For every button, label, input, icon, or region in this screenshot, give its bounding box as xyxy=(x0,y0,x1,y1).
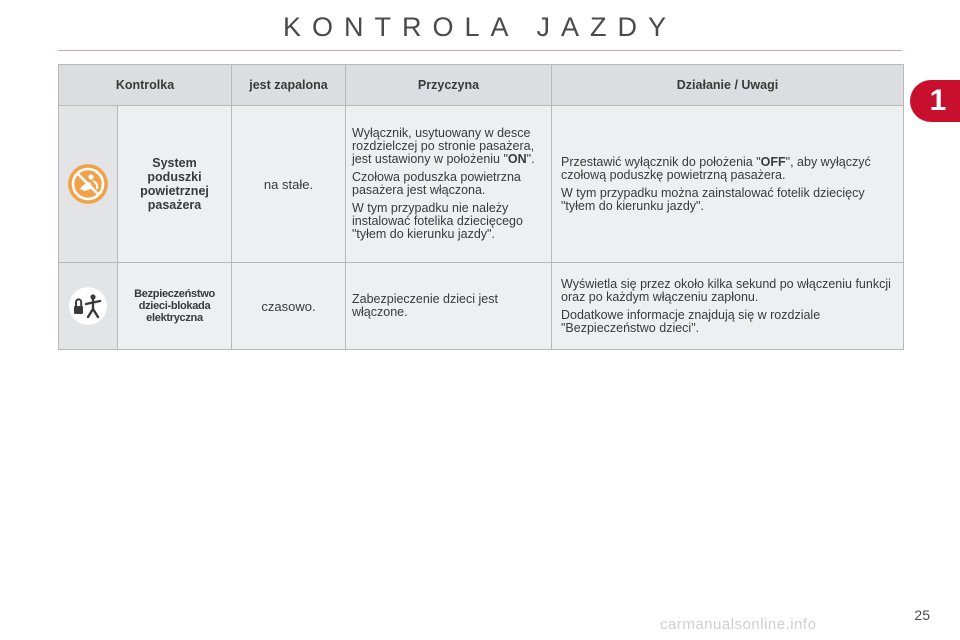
action-paragraph: W tym przypadku można zainstalować fotelik dziecięcy "tyłem do kierunku jazdy". xyxy=(561,185,865,213)
icon-cell xyxy=(59,106,118,263)
watermark: carmanualsonline.info xyxy=(660,616,817,633)
table-row xyxy=(59,106,904,263)
header-state: jest zapalona xyxy=(232,65,346,106)
header-cause: Przyczyna xyxy=(346,65,552,106)
table-header-row xyxy=(59,65,904,106)
action-paragraph: Wyświetla się przez około kilka sekund po włączeniu funkcji oraz po każdym włączeniu zapłonu. xyxy=(561,276,891,304)
cause-text xyxy=(346,263,552,350)
table-row xyxy=(59,263,904,350)
cause-paragraph: Czołowa poduszka powietrzna pasażera jest włączona. xyxy=(352,170,521,197)
warning-light-table xyxy=(58,64,904,350)
state-value: na stałe. xyxy=(232,106,346,263)
header-action: Działanie / Uwagi xyxy=(552,65,904,106)
airbag-off-icon xyxy=(68,164,108,204)
page-title: KONTROLA JAZDY xyxy=(282,12,678,42)
state-value: czasowo. xyxy=(232,263,346,350)
page-number: 25 xyxy=(914,607,930,623)
action-paragraph: Przestawić wyłącznik do położenia "OFF", aby wyłączyć czołową poduszkę powietrzną pasażera. xyxy=(561,154,871,182)
warning-light-name: System poduszki powietrznej pasażera xyxy=(118,106,232,263)
action-text xyxy=(552,106,904,263)
cause-paragraph: Zabezpieczenie dzieci jest włączone. xyxy=(352,292,498,319)
cause-paragraph: Wyłącznik, usytuowany w desce rozdzielczej po stronie pasażera, jest ustawiony w położeniu "ON". xyxy=(352,126,535,166)
child-lock-icon xyxy=(68,286,108,326)
chapter-tab[interactable]: 1 xyxy=(910,80,960,122)
header-kontrolka: Kontrolka xyxy=(59,65,232,106)
action-paragraph: Dodatkowe informacje znajdują się w rozdziale "Bezpieczeństwo dzieci". xyxy=(561,307,821,335)
warning-light-name: Bezpieczeństwo dzieci-blokada elektryczna xyxy=(118,263,232,350)
cause-text xyxy=(346,106,552,263)
icon-cell xyxy=(59,263,118,350)
cause-paragraph: W tym przypadku nie należy instalować fotelika dziecięcego "tyłem do kierunku jazdy". xyxy=(352,201,523,241)
title-divider xyxy=(58,50,902,51)
action-text xyxy=(552,263,904,350)
